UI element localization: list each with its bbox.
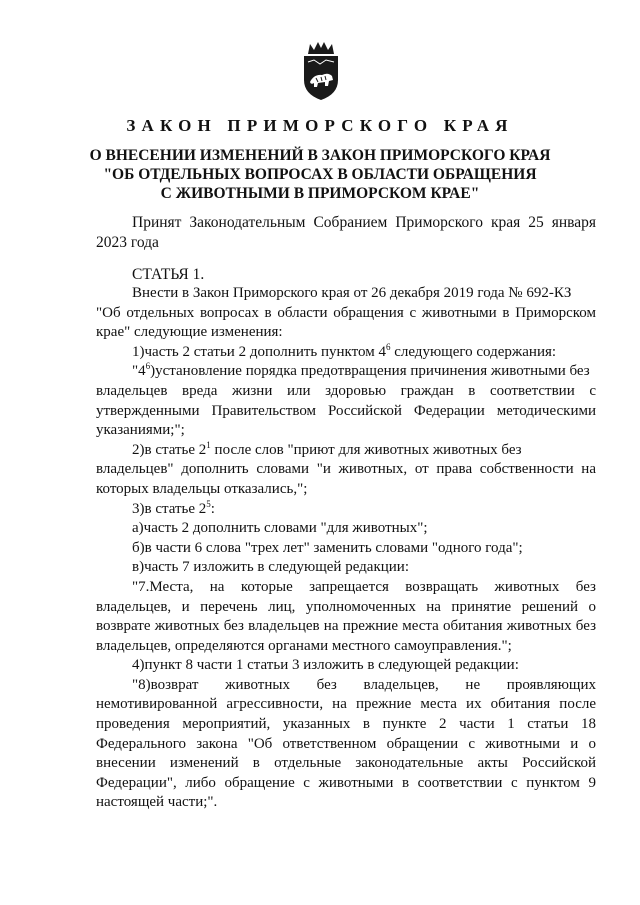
text-line: утвержденными Правительством Российской Федерации методическими [96, 402, 596, 419]
superscript: 6 [145, 361, 151, 372]
text-line: немотивированной агрессивности, на прежние места их обитания после [96, 696, 596, 713]
text-line: Внести в Закон Приморского края от 26 декабря 2019 года № 692-КЗ [132, 285, 572, 301]
text-line: указаниями;"; [96, 422, 185, 439]
adoption-line: Принят Законодательным Собранием Приморского края 25 января [132, 214, 596, 231]
text-line: в)часть 7 изложить в следующей редакции: [132, 559, 409, 576]
law-title: ЗАКОН ПРИМОРСКОГО КРАЯ [126, 116, 514, 135]
text-fragment: следующего содержания: [390, 343, 557, 360]
text-fragment: : [210, 500, 215, 517]
text-line: б)в части 6 слова "трех лет" заменить словами "одного года"; [132, 539, 523, 556]
text-line: "Об отдельных вопросах в области обращения с животными в Приморском [96, 304, 596, 321]
text-line [96, 441, 596, 461]
subtitle-line: "ОБ ОТДЕЛЬНЫХ ВОПРОСАХ В ОБЛАСТИ ОБРАЩЕНИЯ [103, 166, 537, 183]
law-subtitle [60, 146, 580, 203]
superscript: 1 [206, 439, 211, 450]
text-line [96, 362, 596, 382]
superscript: 6 [385, 341, 391, 352]
adoption-line: 2023 года [96, 233, 159, 251]
text-line: проведения мероприятий, указанных в пункте 2 части 1 статьи 18 [96, 716, 596, 733]
article-heading: СТАТЬЯ 1. [132, 266, 205, 283]
subtitle-line: С ЖИВОТНЫМИ В ПРИМОРСКОМ КРАЕ" [160, 185, 480, 202]
text-line: владельцев вреда жизни или здоровью граждан в соответствии с [96, 382, 596, 399]
article-body [96, 284, 596, 813]
text-fragment: )установление порядка предотвращения причинения животными без [150, 363, 590, 380]
text-line: 4)пункт 8 части 1 статьи 3 изложить в следующей редакции: [132, 657, 519, 674]
superscript: 5 [206, 498, 211, 509]
coat-of-arms-tiger-icon [296, 40, 346, 102]
text-line [96, 500, 596, 520]
subtitle-line: О ВНЕСЕНИИ ИЗМЕНЕНИЙ В ЗАКОН ПРИМОРСКОГО КРАЯ [89, 147, 551, 164]
text-line: возврате животных без владельцев на прежние места обитания животных без [96, 618, 596, 635]
text-line: владельцев" дополнить словами "и животных, от права собственности на [96, 461, 596, 478]
text-line: Федерального закона "Об ответственном обращении с животными и о [96, 735, 596, 752]
text-line: которых владельцы отказались,"; [96, 480, 308, 497]
text-line: крае" следующие изменения: [96, 324, 283, 341]
text-line: а)часть 2 дополнить словами "для животных"; [132, 520, 428, 537]
text-line: "7.Места, на которые запрещается возвращать животных без [132, 578, 596, 595]
text-fragment: 3)в статье 2 [132, 500, 207, 517]
text-fragment: "4 [132, 363, 146, 380]
text-fragment: 2)в статье 2 [132, 441, 207, 458]
text-fragment: 1)часть 2 статьи 2 дополнить пунктом 4 [132, 343, 386, 360]
text-line: владельцев, определяются органами местного самоуправления."; [96, 637, 512, 654]
text-line [96, 343, 596, 363]
text-line: Федерации", либо обращение с животными в соответствии с пунктом 9 [96, 774, 596, 791]
text-line: владельцев, и перечень лиц, уполномоченных на принятие решений о [96, 598, 596, 615]
text-line: "8)возврат животных без владельцев, не проявляющих [132, 676, 596, 693]
text-line: внесении изменений в отдельные законодательные акты Российской [96, 755, 596, 772]
text-line: настоящей части;". [96, 794, 218, 811]
adoption-note [96, 213, 596, 252]
text-fragment: после слов "приют для животных животных без [210, 441, 522, 458]
